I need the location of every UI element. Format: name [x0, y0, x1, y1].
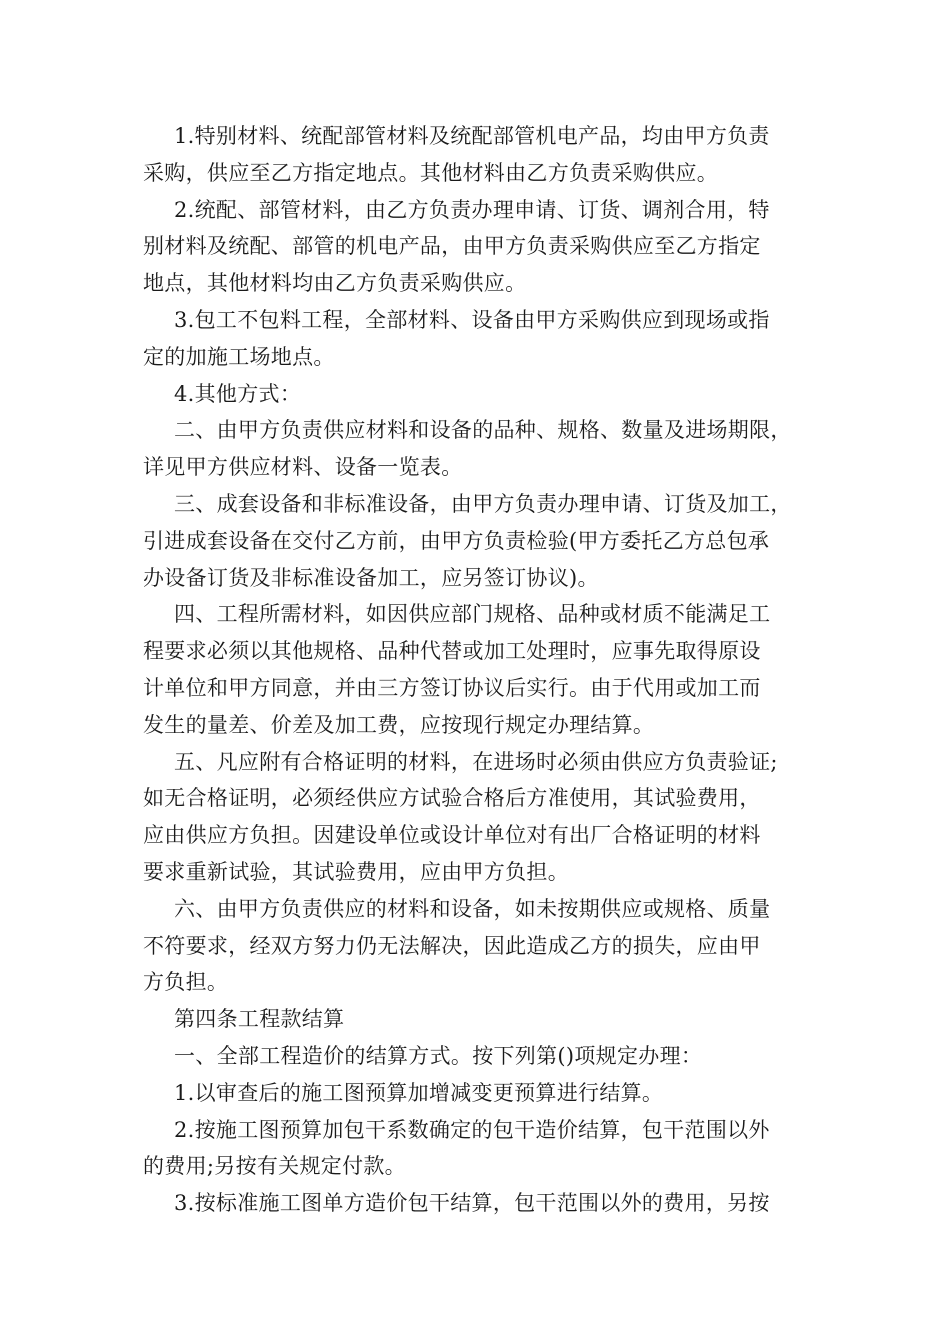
paragraph-line: 一、全部工程造价的结算方式。按下列第()项规定办理：: [174, 1043, 703, 1068]
paragraph-line: 1.特别材料、统配部管材料及统配部管机电产品，均由甲方负责: [174, 124, 770, 148]
paragraph-line: 要求重新试验，其试验费用，应由甲方负担。: [143, 859, 569, 884]
paragraph-line: 不符要求，经双方努力仍无法解决，因此造成乙方的损失，应由甲: [143, 933, 761, 958]
document-body: [143, 118, 813, 1222]
section-heading: 第四条工程款结算: [174, 1007, 345, 1032]
paragraph-line: 定的加施工场地点。: [143, 344, 335, 369]
paragraph-line: 如无合格证明，必须经供应方试验合格后方准使用，其试验费用，: [143, 786, 761, 811]
paragraph-line: 采购，供应至乙方指定地点。其他材料由乙方负责采购供应。: [143, 160, 719, 185]
paragraph-line: 应由供应方负担。因建设单位或设计单位对有出厂合格证明的材料: [143, 823, 761, 848]
paragraph-line: 发生的量差、价差及加工费，应按现行规定办理结算。: [143, 712, 655, 737]
paragraph-line: 2.按施工图预算加包干系数确定的包干造价结算，包干范围以外: [174, 1117, 770, 1142]
paragraph-line: 方负担。: [143, 970, 229, 995]
paragraph-line: 引进成套设备在交付乙方前，由甲方负责检验(甲方委托乙方总包承: [143, 528, 770, 553]
paragraph-line: 别材料及统配、部管的机电产品，由甲方负责采购供应至乙方指定: [143, 234, 761, 259]
paragraph-line: 地点，其他材料均由乙方负责采购供应。: [143, 271, 527, 296]
paragraph-line: 三、成套设备和非标准设备，由甲方负责办理申请、订货及加工，: [174, 491, 792, 516]
paragraph-line: 1.以审查后的施工图预算加增减变更预算进行结算。: [174, 1080, 664, 1105]
paragraph-line: 4.其他方式：: [174, 381, 302, 406]
paragraph-line: 程要求必须以其他规格、品种代替或加工处理时，应事先取得原设: [143, 639, 761, 664]
paragraph-line: 四、工程所需材料，如因供应部门规格、品种或材质不能满足工: [174, 602, 771, 627]
paragraph-line: 的费用;另按有关规定付款。: [143, 1154, 406, 1179]
paragraph-line: 3.按标准施工图单方造价包干结算，包干范围以外的费用，另按: [174, 1191, 770, 1216]
paragraph-line: 六、由甲方负责供应的材料和设备，如未按期供应或规格、质量: [174, 896, 771, 921]
paragraph-line: 2.统配、部管材料，由乙方负责办理申请、订货、调剂合用，特: [174, 197, 770, 222]
paragraph-line: 五、凡应附有合格证明的材料，在进场时必须由供应方负责验证;: [174, 749, 778, 774]
paragraph-line: 详见甲方供应材料、设备一览表。: [143, 455, 463, 480]
paragraph-line: 3.包工不包料工程，全部材料、设备由甲方采购供应到现场或指: [174, 307, 770, 332]
paragraph-line: 办设备订货及非标准设备加工，应另签订协议)。: [143, 565, 599, 590]
paragraph-line: 计单位和甲方同意，并由三方签订协议后实行。由于代用或加工而: [143, 675, 761, 700]
paragraph-line: 二、由甲方负责供应材料和设备的品种、规格、数量及进场期限，: [174, 418, 792, 443]
